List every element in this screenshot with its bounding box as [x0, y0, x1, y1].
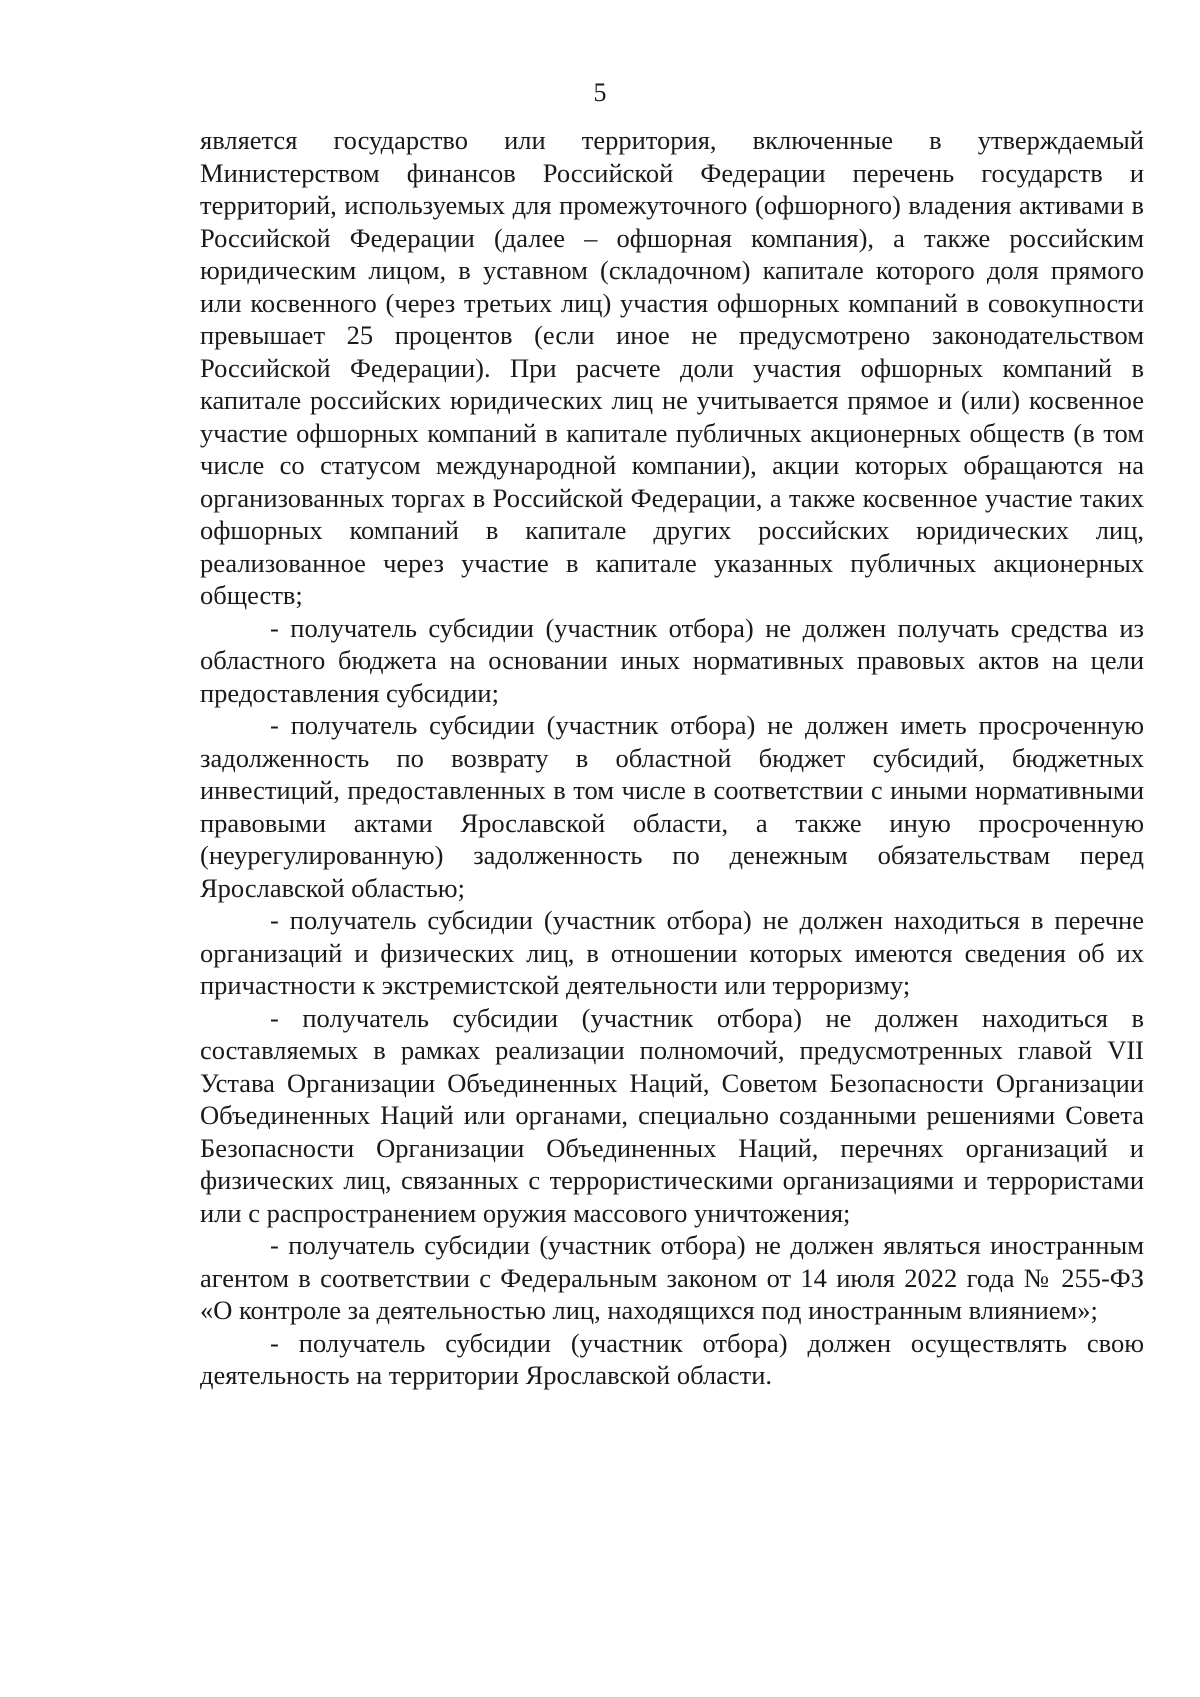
paragraph-yaroslavl-activity: - получатель субсидии (участник отбора) должен осуществлять свою деятельность на территории Ярославской области.: [200, 1327, 1144, 1390]
page-number: 5: [593, 78, 607, 107]
paragraph-no-overdue-debt: - получатель субсидии (участник отбора) не должен иметь просроченную задолженность по возврату в областной бюджет субсидий, бюджетных инвестиций, предоставленных в том числе в соответствии с иными нормативными правовыми актами Ярославской области, а также иную просроченную (неурегулированную) задолженность по денежным обязательствам перед Ярославской областью;: [200, 710, 1144, 903]
paragraph-offshore-definition: является государство или территория, включенные в утверждаемый Министерством финансов Российской Федерации перечень государств и территорий, используемых для промежуточного (офшорного) владения активами в Российской Федерации (далее – офшорная компания), а также российским юридическим лицом, в уставном (складочном) капитале которого доля прямого или косвенного (через третьих лиц) участия офшорных компаний в совокупности превышает 25 процентов (если иное не предусмотрено законодательством Российской Федерации). При расчете доли участия офшорных компаний в капитале российских юридических лиц не учитывается прямое и (или) косвенное участие офшорных компаний в капитале публичных акционерных обществ (в том числе со статусом международной компании), акции которых обращаются на организованных торгах в Российской Федерации, а также косвенное участие таких офшорных компаний в капитале других российских юридических лиц, реализованное через участие в капитале указанных публичных акционерных обществ;: [200, 125, 1144, 610]
paragraph-no-un-sanctions-list: - получатель субсидии (участник отбора) не должен находиться в составляемых в рамках реализации полномочий, предусмотренных главой VII Устава Организации Объединенных Наций, Советом Безопасности Организации Объединенных Наций или органами, специально созданными решениями Совета Безопасности Организации Объединенных Наций, перечнях организаций и физических лиц, связанных с террористическими организациями и террористами или с распространением оружия массового уничтожения;: [200, 1002, 1144, 1228]
paragraph-no-extremism-list: - получатель субсидии (участник отбора) не должен находиться в перечне организаций и физических лиц, в отношении которых имеются сведения об их причастности к экстремистской деятельности или терроризму;: [200, 905, 1144, 1000]
document-body: [200, 124, 1144, 1392]
paragraph-no-other-budget-funds: - получатель субсидии (участник отбора) не должен получать средства из областного бюджета на основании иных нормативных правовых актов на цели предоставления субсидии;: [200, 612, 1144, 708]
paragraph-not-foreign-agent: - получатель субсидии (участник отбора) не должен являться иностранным агентом в соответствии с Федеральным законом от 14 июля 2022 года № 255-ФЗ «О контроле за деятельностью лиц, находящихся под иностранным влиянием»;: [200, 1230, 1144, 1325]
